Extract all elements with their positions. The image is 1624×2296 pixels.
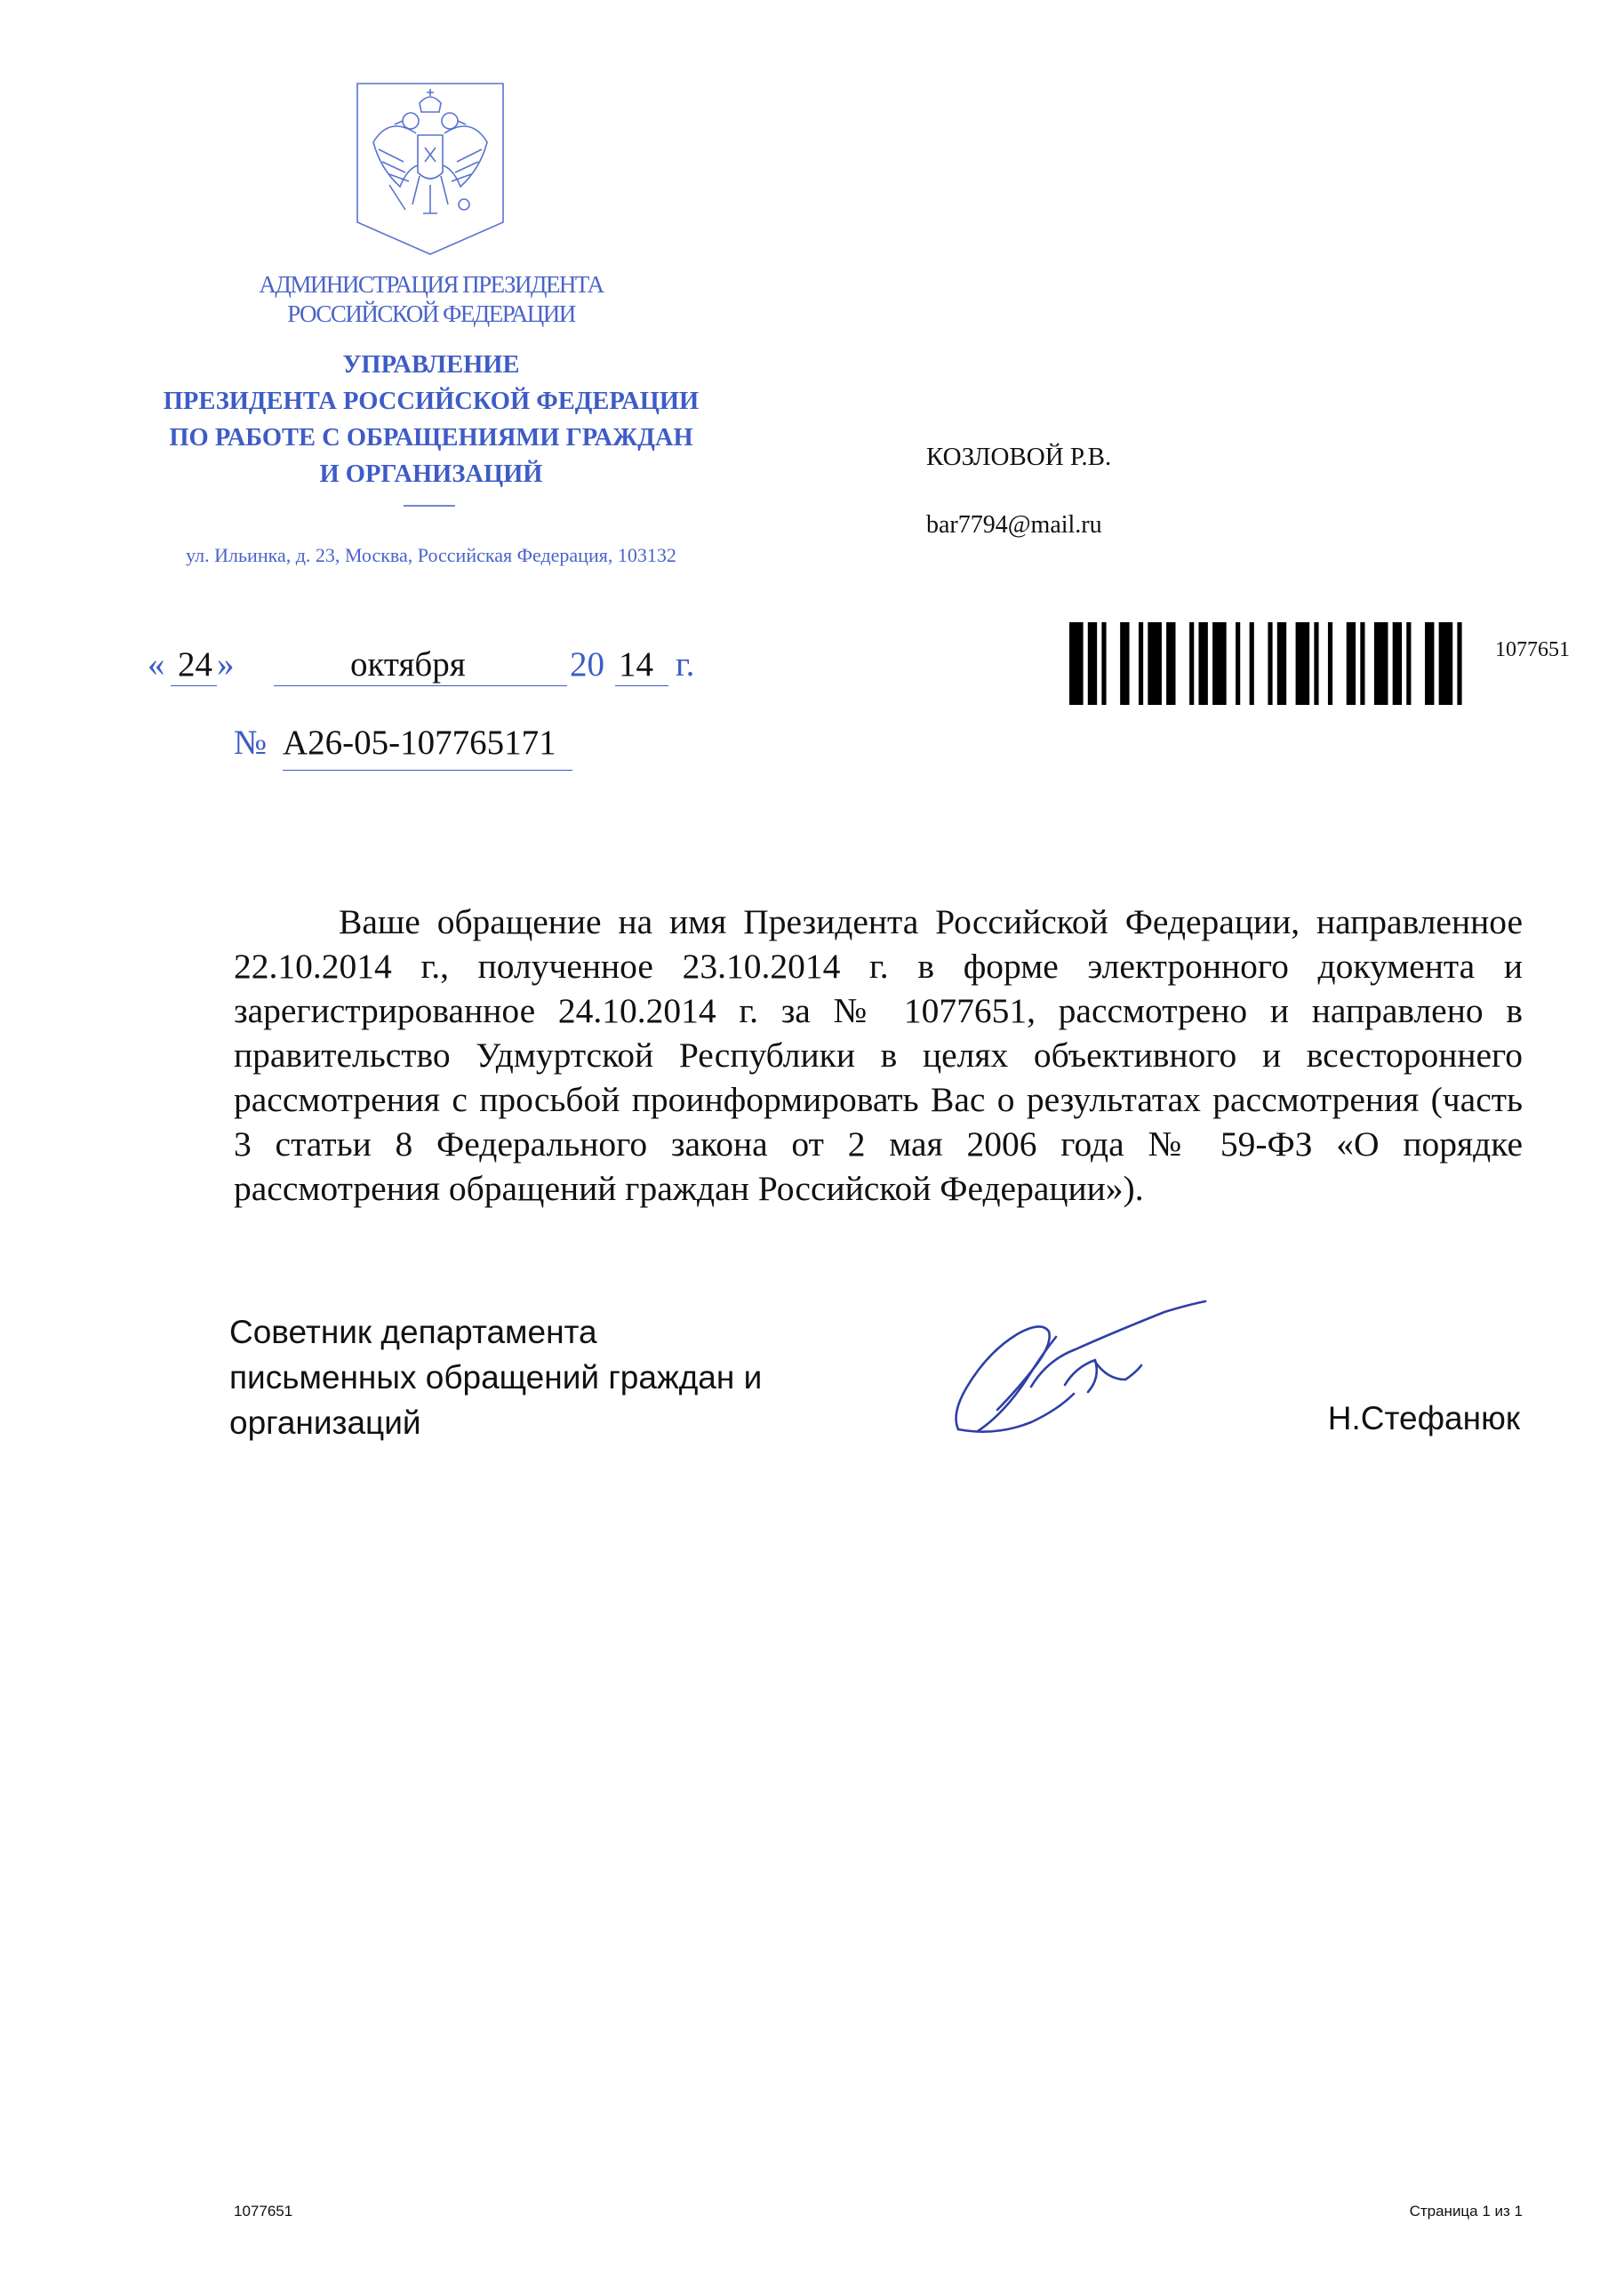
dept-title-line4: И ОРГАНИЗАЦИЙ [319, 460, 543, 488]
date-month: октября [350, 645, 466, 684]
date-open-quote: « [148, 645, 165, 684]
barcode-bar [1457, 622, 1461, 705]
barcode-number: 1077651 [1495, 638, 1570, 661]
handwritten-signature [942, 1280, 1209, 1449]
signatory-position-line2: письменных обращений граждан и [229, 1359, 763, 1396]
date-year-prefix: 20 [570, 645, 604, 684]
coat-of-arms-icon [354, 80, 507, 258]
signatory-position-line1: Советник департамента [229, 1314, 597, 1350]
barcode-bar [1296, 622, 1310, 705]
barcode-bar [1360, 622, 1364, 705]
barcode-bar [1347, 622, 1356, 705]
dept-title-line1: УПРАВЛЕНИЕ [342, 351, 520, 379]
letter-body: Ваше обращение на имя Президента Российской Федерации, направленное 22.10.2014 г., полученное 23.10.2014 г. в форме электронного документа и зарегистрированное 24.10.2014 г. за № 1077651, рассмотрено и направлено в правительство Удмуртской Республики в целях объективного и всестороннего рассмотрения с просьбой проинформировать Вас о результатах рассмотрения (часть 3 статьи 8 Федерального закона от 2 мая 2006 года № 59-ФЗ «О порядке рассмотрения обращений граждан Российской Федерации»). [234, 902, 1523, 1208]
barcode-bar [1250, 622, 1254, 705]
date-day: 24 [178, 645, 212, 684]
signatory-position-line3: организаций [229, 1404, 421, 1441]
date-month-underline [274, 685, 567, 686]
barcode-bar [1406, 622, 1411, 705]
barcode-bar [1088, 622, 1097, 705]
footer-page-number: Страница 1 из 1 [1409, 2203, 1523, 2220]
date-year: 14 [619, 645, 653, 684]
barcode-bar [1198, 622, 1207, 705]
barcode-bar [1212, 622, 1227, 705]
barcode-bar [1314, 622, 1318, 705]
barcode-bar [1189, 622, 1194, 705]
barcode-bar [1328, 622, 1332, 705]
barcode-bar [1393, 622, 1402, 705]
barcode-bar [1069, 622, 1084, 705]
reg-number-underline [283, 770, 572, 771]
barcode-bar [1425, 622, 1434, 705]
date-year-underline [615, 685, 668, 686]
reg-number-sign: № [234, 724, 268, 762]
barcode-bar [1101, 622, 1106, 705]
letterhead-address: ул. Ильинка, д. 23, Москва, Российская Федерация, 103132 [186, 544, 676, 566]
barcode-bar [1439, 622, 1453, 705]
signatory-position [229, 1309, 852, 1445]
reg-number: А26-05-107765171 [283, 724, 556, 762]
barcode-bar [1268, 622, 1272, 705]
admin-title-line1: АДМИНИСТРАЦИЯ ПРЕЗИДЕНТА [259, 271, 604, 298]
barcode-bar [1139, 622, 1143, 705]
date-day-underline [171, 685, 217, 686]
recipient-email: bar7794@mail.ru [926, 511, 1102, 539]
dept-title-line3: ПО РАБОТЕ С ОБРАЩЕНИЯМИ ГРАЖДАН [169, 424, 693, 452]
admin-title-line2: РОССИЙСКОЙ ФЕДЕРАЦИИ [287, 300, 575, 327]
dept-title-line2: ПРЕЗИДЕНТА РОССИЙСКОЙ ФЕДЕРАЦИИ [163, 388, 700, 415]
barcode-bar [1236, 622, 1240, 705]
recipient-name: КОЗЛОВОЙ Р.В. [926, 443, 1112, 471]
barcode-bar [1120, 622, 1129, 705]
barcode [1069, 622, 1471, 705]
date-year-suffix: г. [676, 645, 695, 684]
barcode-bar [1166, 622, 1175, 705]
barcode-bar [1277, 622, 1286, 705]
date-close-quote: » [217, 645, 235, 684]
letterhead-divider [404, 505, 455, 507]
signatory-name: Н.Стефанюк [1327, 1400, 1520, 1436]
barcode-bar [1148, 622, 1162, 705]
footer-doc-id: 1077651 [234, 2203, 293, 2220]
barcode-bar [1374, 622, 1388, 705]
